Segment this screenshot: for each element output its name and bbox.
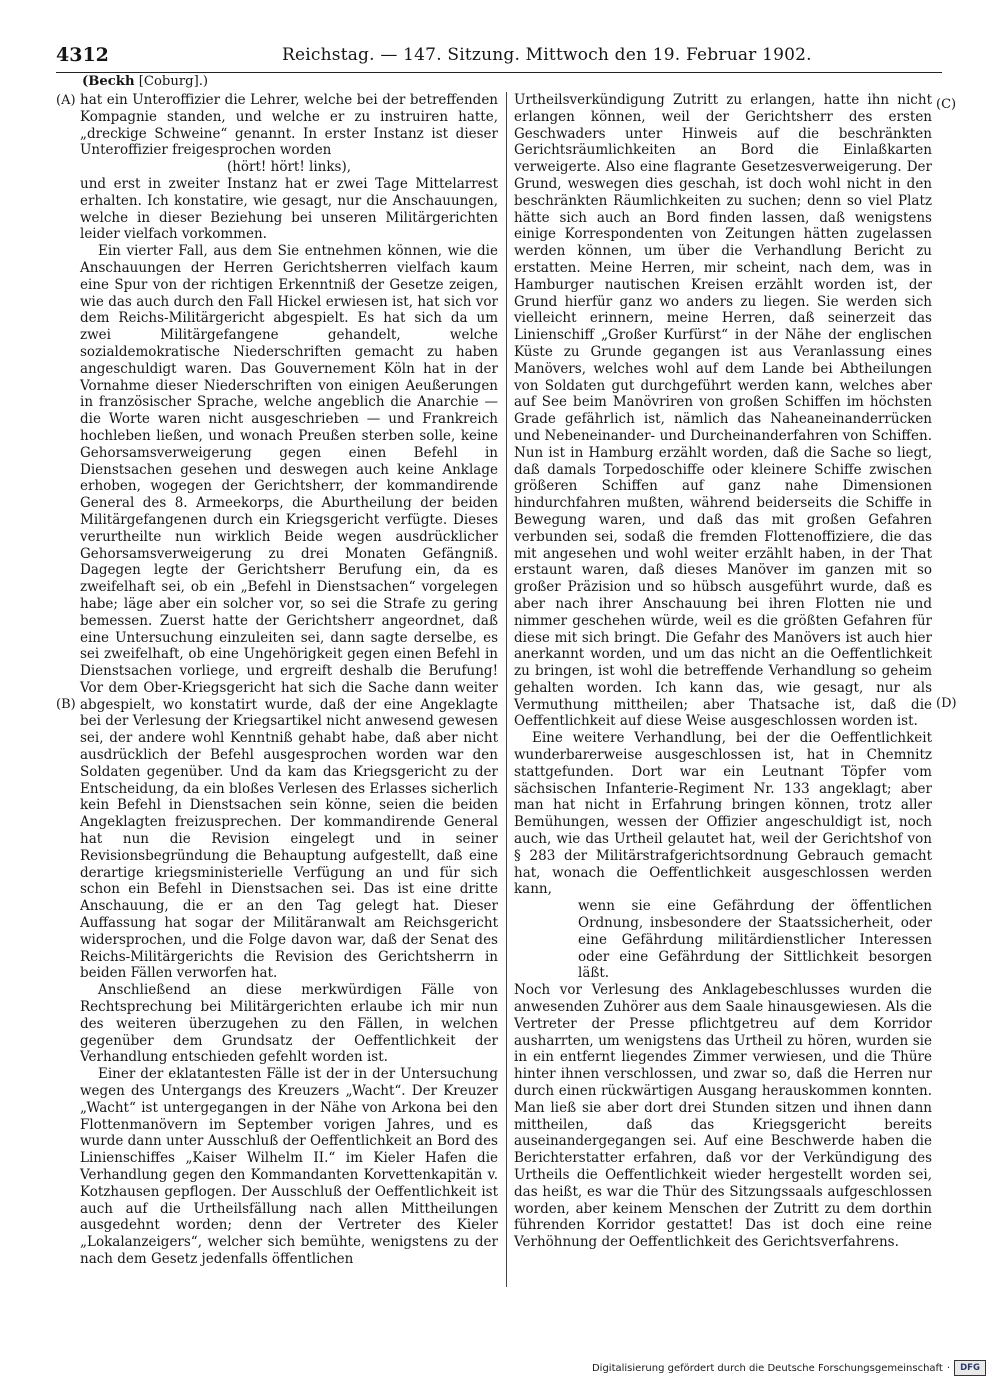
paragraph: hat ein Unteroffizier die Lehrer, welche bei der betreffenden Kompagnie standen, und welche er zu instruiren hatte, „dreckige Schweine“ genannt. In erster Instanz ist dieser Unteroffizier freigesprochen worden [80,92,498,159]
paragraph: Noch vor Verlesung des Anklagebeschlusses wurden die anwesenden Zuhörer aus dem Saale hinausgewiesen. Als die Vertreter der Presse pflichtgetreu auf dem Korridor ausharrten, um wenigstens das Urtheil zu hören, wurden sie in ein entfernt liegendes Zimmer verwiesen, und die Thüre hinter ihnen verschlossen, und zwar so, daß die Herren nur durch einen rückwärtigen Ausgang herauskommen konnten. Man ließ sie aber dort drei Stunden sitzen und ihnen dann mittheilen, daß das Kriegsgericht bereits auseinandergegangen sei. Auf eine Beschwerde haben die Berichterstatter erfahren, daß vor der Verkündigung des Urtheils die Oeffentlichkeit wieder hergestellt worden sei, das heißt, es war die Thür des Sitzungssaals aufgeschlossen worden, aber keinem Menschen der Zutritt zu dem dorthin führenden Korridor gestattet! Das ist doch eine reine Verhöhnung der Oeffentlichkeit des Gerichtsverfahrens. [514,982,932,1251]
paragraph: Urtheilsverkündigung Zutritt zu erlangen, hatte ihn nicht erlangen können, weil der Gerichtsherr des ersten Geschwaders unter Hinweis auf die beschränkten Gerichtsräumlichkeiten an Bord die Einlaßkarten verweigerte. Also eine flagrante Gesetzesverweigerung. Der Grund, weswegen dies geschah, ist doch wohl nicht in den beschränkten Räumlichkeiten zu suchen; denn so viel Platz hätte sich auch an Bord finden lassen, daß wenigstens einige Korrespondenten von Zeitungen hätten zugelassen werden können, um über die Verhandlung Bericht zu erstatten. Meine Herren, mir scheint, nach dem, was in Hamburger nautischen Kreisen erzählt worden ist, der Grund hierfür ganz wo anders zu liegen. Sie werden sich vielleicht erinnern, meine Herren, daß seinerzeit das Linienschiff „Großer Kurfürst“ in der Nähe der englischen Küste zu Grunde gegangen ist aus Veranlassung eines Manövers, welches wohl auf dem Lande bei Abtheilungen von Soldaten gut durchgeführt werden kann, welches aber auf See beim Manövriren von großen Schiffen im höchsten Grade gefährlich ist, nämlich das Naheaneinanderrücken und Nebeneinander- und Durcheinanderfahren von Schiffen. Nun ist in Hamburg erzählt worden, daß die Sache so liegt, daß damals Torpedoschiffe oder kleinere Schiffe zwischen größeren Schiffen auf ganz nahe Dimensionen hindurchfahren mußten, während beiderseits die Schiffe in Bewegung waren, und daß das mit großen Gefahren verbunden sei, sodaß die fremden Flottenoffiziere, die das mit angesehen und wohl weiter erzählt haben, in der That erstaunt waren, daß dieses Manöver im ganzen mit so großer Präzision und so hübsch ausgeführt wurde, daß es aber nach ihrer Anschauung bei ihren Flotten nie und nimmer geschehen würde, weil es die größten Gefahren für diese mit sich bringt. Die Gefahr des Manövers ist auch hier anerkannt worden, und um das nicht an die Oeffentlichkeit zu bringen, ist wohl die betreffende Verhandlung so geheim gehalten worden. Ich kann das, wie gesagt, nur als Vermuthung mittheilen; aber Thatsache ist, daß die Oeffentlichkeit auf diese Weise ausgeschlossen worden ist. [514,92,932,730]
funding-note: Digitalisierung gefördert durch die Deutsche Forschungsgemeinschaft [591,1362,943,1374]
paragraph: wenn sie eine Gefährdung der öffentlichen Ordnung, insbesondere der Staatssicherheit, oder eine Gefährdung militärdienstlicher Interessen oder eine Gefährdung der Sittlichkeit besorgen läßt. [578,898,932,982]
speaker-constituency: [Coburg].) [134,74,209,89]
margin-marker-c: (C) [936,97,957,112]
paragraph: Eine weitere Verhandlung, bei der die Oeffentlichkeit wunderbarerweise ausgeschlossen ist, hat in Chemnitz stattgefunden. Dort war ein Leutnant Töpfer vom sächsischen Infanterie-Regiment Nr. 133 angeklagt; aber man hat nicht in Erfahrung bringen können, trotz aller Bemühungen, wessen der Offizier angeschuldigt ist, noch auch, wie das Urtheil gelautet hat, weil der Gerichtshof von § 283 der Militärstrafgerichtsordnung Gebrauch gemacht hat, wonach die Oeffentlichkeit ausgeschlossen werden kann, [514,730,932,898]
paragraph: Ein vierter Fall, aus dem Sie entnehmen können, wie die Anschauungen der Herren Gerichtsherren vielfach kaum eine Spur von der richtigen Erkenntniß der Gesetze zeigen, wie das auch durch den Fall Hickel erwiesen ist, hat sich vor dem Reichs-Militärgericht abgespielt. Es hat sich da um zwei Militärgefangene gehandelt, welche sozialdemokratische Niederschriften gemacht zu haben angeschuldigt waren. Das Gouvernement Köln hat in der Vornahme dieser Niederschriften von einigen Aeußerungen in französischer Sprache, welche angeblich die Anarchie — die Worte waren nicht ausgeschrieben — und Frankreich hochleben ließen, und wonach Preußen sterben solle, keine Gehorsamsverweigerung gegen einen Befehl in Dienstsachen gesehen und deswegen auch keine Anklage erhoben, wogegen der Gerichtsherr, der kommandirende General des 8. Armeekorps, die Aburtheilung der beiden Militärgefangenen durch ein Kriegsgericht verfügte. Dieses verurtheilte nun wirklich Beide wegen ausdrücklicher Gehorsamsverweigerung zu drei Monaten Gefängniß. Dagegen legte der Gerichtsherr Berufung ein, da es zweifelhaft sei, ob ein „Befehl in Dienstsachen“ vorgelegen habe; läge aber ein solcher vor, so sei die Strafe zu gering bemessen. Zuerst hatte der Gerichtsherr angeordnet, daß eine Untersuchung einzuleiten sei, dann sagte derselbe, es sei zweifelhaft, ob eine Ungehörigkeit gegen einen Befehl in Dienstsachen vorliege, und ergreift deshalb die Berufung! Vor dem Ober-Kriegsgericht hat sich die Sache dann weiter abgespielt, wo konstatirt wurde, daß der eine Angeklagte bei der Verlesung der Kriegsartikel nicht anwesend gewesen sei, der andere wohl Kenntniß gehabt habe, daß aber nicht ausdrücklich der Befehl ausgesprochen worden war den Soldaten gegenüber. Und da kam das Kriegsgericht zu der Entscheidung, da ein bloßes Verlesen des Erlasses sicherlich kein Befehl in Dienstsachen sein könne, seien die beiden Angeklagten freizusprechen. Der kommandirende General hat nun die Revision eingelegt und in seiner Revisionsbegründung die Behauptung aufgestellt, daß eine derartige kriegsministerielle Verfügung an und für sich schon ein Befehl in Dienstsachen sei. Das ist eine dritte Anschauung, die er an den Tag gelegt hat. Dieser Auffassung hat sogar der Militäranwalt am Reichsgericht widersprochen, und die Folge davon war, daß der Senat des Reichs-Militärgerichts die Revision des Gerichtsherrn in beiden Fällen verworfen hat. [80,243,498,982]
running-header [56,44,940,68]
dfg-logo-icon: DFG [954,1360,986,1376]
paragraph: Anschließend an diese merkwürdigen Fälle von Rechtsprechung bei Militärgerichten erlaube ich mir nun des weiteren überzugehen zu den Fällen, in welchen gegenüber dem Grundsatz der Oeffentlichkeit der Verhandlung entschieden gefehlt worden ist. [80,982,498,1066]
speaker-line [82,74,208,89]
right-column [514,92,932,1251]
margin-marker-a: (A) [56,93,76,108]
column-divider [506,92,507,1287]
paragraph: und erst in zweiter Instanz hat er zwei Tage Mittelarrest erhalten. Ich konstatire, wie gesagt, nur die Anschauungen, welche in dieser Beziehung bei unseren Militärgerichten leider vielfach vorkommen. [80,175,498,243]
page-number: 4312 [56,44,109,66]
header-rule [56,72,942,73]
page-footer: Digitalisierung gefördert durch die Deutsche Forschungsgemeinschaft · DFG [592,1360,986,1376]
running-title: Reichstag. — 147. Sitzung. Mittwoch den 19. Februar 1902. [282,45,812,65]
margin-marker-d: (D) [936,696,957,711]
speaker-name: (Beckh [82,74,135,89]
paragraph: Einer der eklatantesten Fälle ist der in der Untersuchung wegen des Untergangs des Kreuzers „Wacht“. Der Kreuzer „Wacht“ ist untergegangen in der Nähe von Arkona bei den Flottenmanövern im September vorigen Jahres, und es wurde dann unter Ausschluß der Oeffentlichkeit an Bord des Linienschiffes „Kaiser Wilhelm II.“ im Kieler Hafen die Verhandlung gegen den Kommandanten Korvettenkapitän v. Kotzhausen gepflogen. Der Ausschluß der Oeffentlichkeit ist auch auf die Urtheilsfällung nach allen Mittheilungen ausgedehnt worden; denn der Vertreter des Kieler „Lokalanzeigers“, welcher sich bemühte, wenigstens zu der nach dem Gesetz jedenfalls öffentlichen [80,1066,498,1267]
paragraph: (hört! hört! links), [226,159,352,176]
margin-marker-b: (B) [56,697,76,712]
left-column [80,92,498,1268]
